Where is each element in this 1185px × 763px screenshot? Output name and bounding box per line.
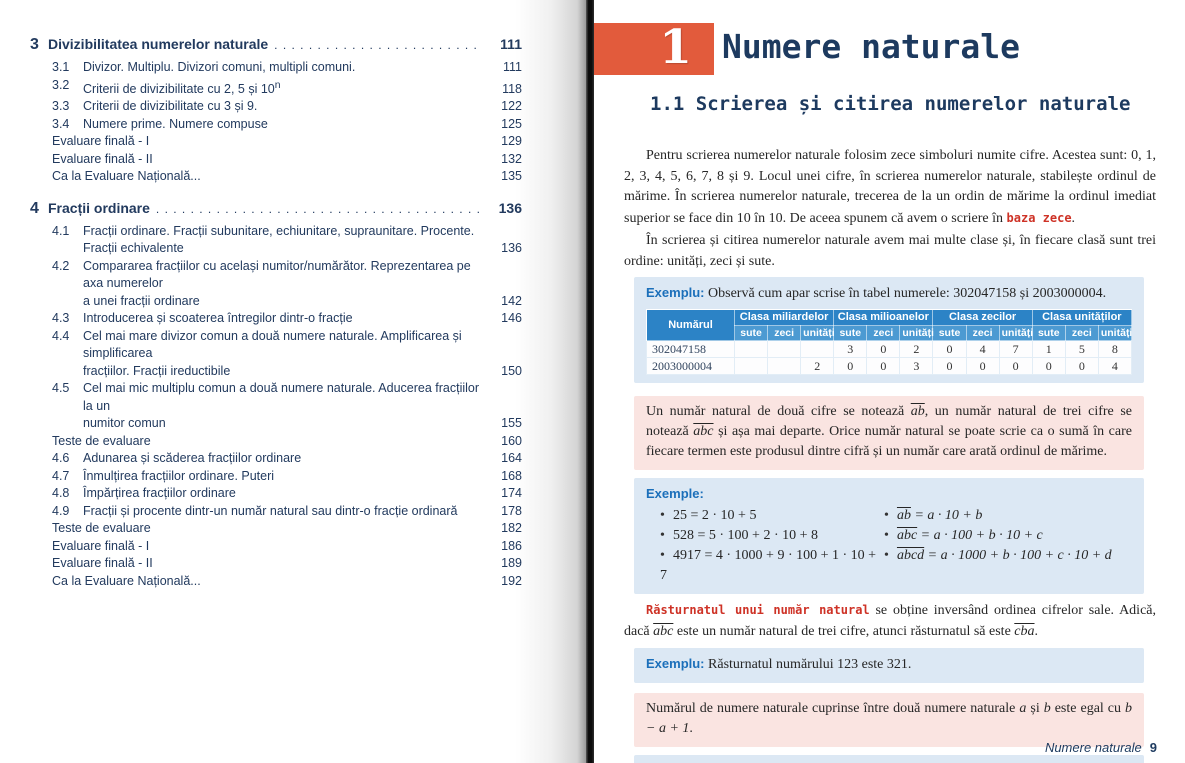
toc-chapter-title: Divizibilitatea numerelor naturale	[48, 36, 269, 52]
toc-item	[30, 555, 522, 573]
toc-item-title: Cel mai mic multiplu comun a două numere naturale. Aducerea fracțiilor la un numitor comun	[83, 381, 480, 431]
footer-page-number: 9	[1149, 740, 1157, 755]
toc-item-number: 3.3	[52, 99, 70, 114]
examples-box	[634, 478, 1144, 594]
toc-item-page: 189	[501, 556, 522, 571]
table-cell	[801, 341, 834, 358]
toc-item-page: 168	[501, 468, 522, 483]
toc-item-page: 174	[501, 486, 522, 501]
toc-item	[30, 133, 522, 151]
table-sub-header: unități	[801, 326, 834, 341]
table-cell: 0	[834, 358, 867, 375]
table-cell: 302047158	[647, 341, 735, 358]
table-cell: 8	[1098, 341, 1131, 358]
bullet-icon: •	[883, 528, 889, 543]
table-cell: 0	[867, 358, 900, 375]
toc-item-number: 4.2	[52, 258, 70, 273]
toc-item-title: Compararea fracțiilor cu același numitor/numărător. Reprezentarea pe axa numerelor a unei fracții ordinare	[83, 258, 471, 308]
toc-item-page: 135	[501, 169, 522, 184]
table-cell	[768, 358, 801, 375]
toc-item-title: Ca la Evaluare Națională...	[52, 169, 201, 184]
toc-item-title: Evaluare finală - I	[52, 134, 150, 149]
paragraph-intro: Pentru scrierea numerelor naturale folosim zece simboluri numite cifre. Acestea sunt: 0, 1, 2, 3, 4, 5, 6, 7, 8 și 9. Locul unei cifre, în scrierea numerelor naturale, stabilește ordinul de mărime. În scrierea numerelor naturale, trecerea de la un ordin de mărime la ordinul imediat superior se face din 10 în 10. De aceea spunem că avem o scriere în baza zece.	[624, 148, 1156, 226]
toc-item-number: 4.8	[52, 486, 70, 501]
toc-item-number: 4.4	[52, 328, 70, 343]
toc-item	[30, 98, 522, 116]
toc-item-page: 164	[501, 451, 522, 466]
toc-item	[30, 433, 522, 451]
toc-item-page: 182	[501, 521, 522, 536]
toc-item-page: 142	[501, 293, 522, 308]
example-box-table	[634, 277, 1144, 383]
table-cell: 2	[801, 358, 834, 375]
bullet-icon: •	[660, 528, 665, 543]
toc-item-page: 125	[501, 116, 522, 131]
toc-item-title: Fracții și procente dintr-un număr natural sau dintr-o fracție ordinară	[83, 503, 458, 518]
table-cell: 0	[1065, 358, 1098, 375]
paragraph-rasturnat: Răsturnatul unui număr natural se obține inversând ordinea cifrelor sale. Adică, dacă $\overline{abc}$ este un număr natural de trei cifre, atunci răsturnatul să este $\overline{cba}$.	[624, 603, 1156, 639]
table-group-header: Clasa milioanelor	[834, 310, 933, 326]
toc-item-page: 132	[501, 151, 522, 166]
table-cell	[735, 341, 768, 358]
toc-chapter-heading	[30, 198, 522, 219]
toc-item-title: Teste de evaluare	[52, 433, 151, 448]
chapter-page	[594, 0, 1185, 763]
toc-item-number: 4.7	[52, 468, 70, 483]
toc-item	[30, 116, 522, 134]
toc-item-page: 122	[501, 99, 522, 114]
table-sub-header: unități	[900, 326, 933, 341]
toc-item-page: 118	[502, 81, 522, 96]
table-sub-header: sute	[735, 326, 768, 341]
toc-item-number: 3.2	[52, 77, 70, 92]
example-item: • $\overline{ab} = a \cdot 10 + b$	[884, 506, 1132, 526]
toc-item-page: 178	[501, 503, 522, 518]
book-spine	[586, 0, 594, 763]
toc-item-number: 4.1	[52, 223, 70, 238]
table-cell: 3	[900, 358, 933, 375]
table-cell: 0	[1032, 358, 1065, 375]
toc-item-title: Evaluare finală - II	[52, 151, 153, 166]
example-text: Observă cum apar scrise în tabel numerele: 302047158 și 2003000004.	[704, 286, 1107, 301]
overline-cba: $\overline{cba}$	[1014, 623, 1035, 639]
table-group-header: Clasa zecilor	[933, 310, 1032, 326]
chapter-title: Numere naturale	[722, 27, 1021, 66]
table-cell: 2	[900, 341, 933, 358]
section-title: 1.1 Scrierea și citirea numerelor naturale	[650, 93, 1131, 115]
place-value-table	[646, 309, 1132, 375]
toc-item-page: 146	[501, 311, 522, 326]
overline-abc: $\overline{abc}$	[653, 623, 674, 639]
toc-item-title: Criterii de divizibilitate cu 3 și 9.	[83, 99, 258, 114]
page-footer	[1045, 740, 1157, 755]
table-cell: 5	[1065, 341, 1098, 358]
accent-baza-zece: baza zece	[1006, 210, 1072, 225]
table-cell: 2003000004	[647, 358, 735, 375]
examples-columns	[646, 506, 1132, 586]
table-sub-header: zeci	[1065, 326, 1098, 341]
table-sub-header: sute	[1032, 326, 1065, 341]
toc-item-title: Împărțirea fracțiilor ordinare	[83, 486, 236, 501]
toc-item-number: 3.4	[52, 116, 70, 131]
table-corner-header: Numărul	[647, 310, 735, 341]
toc-item-title: Ca la Evaluare Națională...	[52, 573, 201, 588]
toc-item-title: Fracții ordinare. Fracții subunitare, echiunitare, supraunitare. Procente. Fracții echivalente	[83, 223, 475, 256]
toc-chapter-number: 3	[30, 36, 39, 53]
note-box-count: Numărul de numere naturale cuprinse între două numere naturale a și b este egal cu b − a + 1.	[634, 693, 1144, 747]
toc-item-title: Cel mai mare divizor comun a două numere naturale. Amplificarea și simplificarea fracțiilor. Fracții ireductibile	[83, 328, 462, 378]
toc-item-title: Numere prime. Numere compuse	[83, 116, 268, 131]
table-sub-header: unități	[1098, 326, 1131, 341]
toc-item	[30, 485, 522, 503]
toc-page	[0, 0, 586, 763]
toc-item	[30, 151, 522, 169]
accent-rasturnatul: Răsturnatul unui număr natural	[646, 603, 870, 617]
toc-chapter-page: 111	[500, 36, 522, 52]
toc-item	[30, 77, 522, 99]
toc-item	[30, 573, 522, 591]
toc-chapter-number: 4	[30, 199, 39, 217]
toc-item	[30, 468, 522, 486]
toc-item-title: Criterii de divizibilitate cu 2, 5 și 10$^n$	[83, 79, 281, 96]
table-cell: 0	[933, 358, 966, 375]
toc-item-page: 192	[501, 573, 522, 588]
dot-leader	[274, 35, 482, 55]
bullet-icon: •	[883, 508, 889, 523]
example-item: • 4917 = 4 · 1000 + 9 · 100 + 1 · 10 + 7	[660, 548, 877, 583]
table-of-contents	[30, 34, 522, 590]
toc-item-number: 3.1	[52, 60, 70, 74]
toc-item-title: Divizor. Multiplu. Divizori comuni, multipli comuni.	[83, 60, 356, 74]
toc-item	[30, 450, 522, 468]
table-sub-header: zeci	[867, 326, 900, 341]
toc-item	[30, 538, 522, 556]
table-row	[647, 358, 1132, 375]
example-item: • abcd = a · 1000 + b · 100 + c · 10 + d	[884, 546, 1132, 566]
table-cell: 3	[834, 341, 867, 358]
table-cell	[735, 358, 768, 375]
toc-item	[30, 328, 522, 381]
table-cell: 0	[999, 358, 1032, 375]
toc-item	[30, 258, 522, 311]
toc-item-page: 129	[501, 134, 522, 149]
dot-leader	[156, 199, 482, 219]
toc-item-page: 111	[502, 60, 522, 74]
table-sub-header: zeci	[768, 326, 801, 341]
toc-item	[30, 380, 522, 433]
examples-right-column	[880, 506, 1132, 586]
toc-item	[30, 503, 522, 521]
bullet-icon: •	[660, 508, 665, 523]
toc-item-page: 186	[501, 538, 522, 553]
toc-item-title: Adunarea și scăderea fracțiilor ordinare	[83, 451, 302, 466]
overline-abc: $\overline{abc}$	[693, 424, 714, 439]
toc-item-title: Evaluare finală - I	[52, 538, 150, 553]
chapter-content	[624, 146, 1156, 763]
table-sub-header: unități	[999, 326, 1032, 341]
example-label: Exemplu:	[646, 285, 705, 300]
toc-item-title: Evaluare finală - II	[52, 556, 153, 571]
toc-item-title: Înmulțirea fracțiilor ordinare. Puteri	[83, 468, 275, 483]
examples-left-column	[646, 506, 880, 586]
toc-item-page: 155	[501, 416, 522, 431]
toc-item	[30, 223, 522, 258]
table-cell: 4	[1098, 358, 1131, 375]
toc-item-page: 160	[501, 433, 522, 448]
table-cell: 4	[966, 341, 999, 358]
table-cell: 0	[867, 341, 900, 358]
toc-item	[30, 310, 522, 328]
toc-item-title: Teste de evaluare	[52, 521, 151, 536]
example-label: Exemplu:	[646, 656, 705, 671]
toc-item	[30, 520, 522, 538]
toc-item-number: 4.3	[52, 311, 70, 326]
example-item: • 25 = 2 · 10 + 5	[660, 506, 880, 526]
table-sub-header: sute	[834, 326, 867, 341]
example-box-rasturnat	[634, 648, 1144, 683]
superscript: n	[274, 79, 281, 91]
overline-ab: $\overline{ab}$	[910, 404, 925, 419]
note-box-notation: Un număr natural de două cifre se notează $\overline{ab}$, un număr natural de trei cifre se notează $\overline{abc}$ și așa mai departe. Orice număr natural se poate scrie ca o sumă în care fiecare termen este produsul dintre cifră și un număr care arată ordinul de mărime.	[634, 396, 1144, 470]
table-row	[647, 341, 1132, 358]
example-item: • $\overline{abc} = a \cdot 100 + b \cdot 10 + c$	[884, 526, 1132, 546]
table-group-header: Clasa unităților	[1032, 310, 1131, 326]
bullet-icon: •	[660, 548, 665, 563]
bullet-icon: •	[883, 548, 889, 563]
toc-item	[30, 168, 522, 186]
toc-item-page: 136	[501, 241, 522, 256]
toc-item-number: 4.6	[52, 451, 70, 466]
table-cell: 0	[966, 358, 999, 375]
toc-item-title: Introducerea și scoaterea întregilor dintr-o fracție	[83, 311, 353, 326]
table-cell: 0	[933, 341, 966, 358]
toc-chapter-page: 136	[498, 199, 522, 216]
examples-label: Exemple:	[646, 486, 704, 501]
toc-item	[30, 59, 522, 77]
paragraph-classes: În scrierea și citirea numerelor naturale avem mai multe clase și, în fiecare clasă sunt trei ordine: unități, zeci și sute.	[624, 233, 1156, 269]
chapter-number: 1	[659, 20, 692, 75]
chapter-banner	[594, 20, 714, 75]
table-cell: 1	[1032, 341, 1065, 358]
example-text: Răsturnatul numărului 123 este 321.	[704, 657, 912, 672]
table-cell: 7	[999, 341, 1032, 358]
table-sub-header: zeci	[966, 326, 999, 341]
formula: b − a + 1	[646, 701, 1133, 736]
footer-chapter-name: Numere naturale	[1044, 740, 1142, 755]
table-group-header: Clasa miliardelor	[735, 310, 834, 326]
table-cell	[768, 341, 801, 358]
toc-chapter-heading	[30, 34, 522, 55]
toc-item-number: 4.9	[52, 503, 70, 518]
table-sub-header: sute	[933, 326, 966, 341]
toc-chapter-title: Fracții ordinare	[48, 199, 150, 216]
toc-item-page: 150	[501, 363, 522, 378]
example-item: • 528 = 5 · 100 + 2 · 10 + 8	[660, 526, 880, 546]
toc-item-number: 4.5	[52, 381, 70, 396]
example-box-count	[634, 755, 1144, 763]
